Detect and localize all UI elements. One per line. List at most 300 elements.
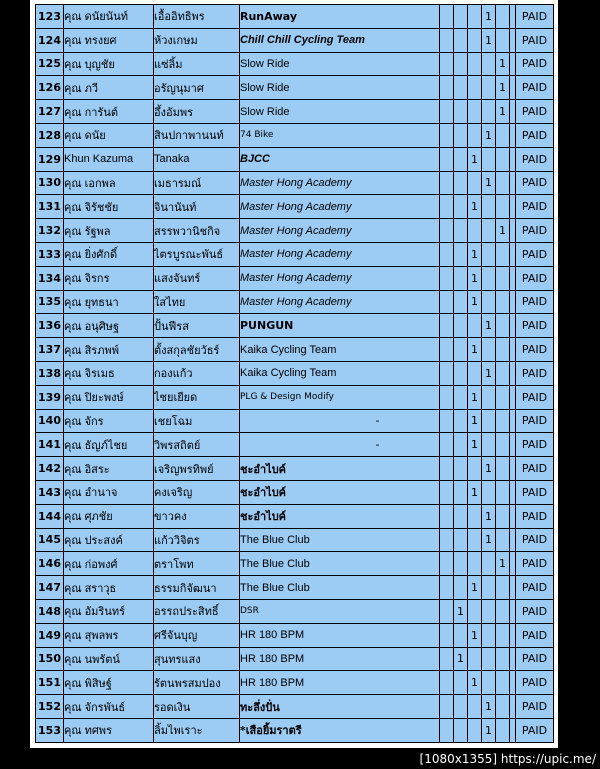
last-name: เจริญพรทิพย์ xyxy=(154,457,240,481)
first-name-cell xyxy=(64,361,154,385)
first-name-cell xyxy=(64,28,154,52)
first-name-cell xyxy=(64,290,154,314)
team-name-text: ทะลึ่งปั่น xyxy=(240,700,280,714)
last-name: ห้วงเกษม xyxy=(154,28,240,52)
payment-status: PAID xyxy=(516,147,554,171)
name-prefix: คุณ xyxy=(64,319,82,333)
table-row xyxy=(36,718,554,742)
category-cell xyxy=(454,457,468,481)
table-row xyxy=(36,528,554,552)
last-name: อึ้งอัมพร xyxy=(154,100,240,124)
row-number: 135 xyxy=(36,290,64,314)
table-row xyxy=(36,28,554,52)
category-cell xyxy=(496,623,510,647)
first-name-cell xyxy=(64,528,154,552)
team-name xyxy=(240,671,440,695)
category-cell xyxy=(440,195,454,219)
team-name xyxy=(240,528,440,552)
row-number: 134 xyxy=(36,266,64,290)
team-name xyxy=(240,718,440,742)
category-cell: 1 xyxy=(496,76,510,100)
team-name xyxy=(240,123,440,147)
name-prefix: คุณ xyxy=(64,248,82,262)
category-cell xyxy=(440,290,454,314)
name-prefix: คุณ xyxy=(64,129,82,143)
category-cell: 1 xyxy=(468,409,482,433)
category-cell xyxy=(440,647,454,671)
name-prefix: คุณ xyxy=(64,105,82,119)
category-cell xyxy=(440,361,454,385)
table-row xyxy=(36,695,554,719)
category-cell xyxy=(440,385,454,409)
category-cell xyxy=(440,171,454,195)
category-cell xyxy=(440,599,454,623)
category-cell xyxy=(496,480,510,504)
category-cell xyxy=(482,195,496,219)
category-cell xyxy=(482,290,496,314)
last-name: เมธารมณ์ xyxy=(154,171,240,195)
team-name xyxy=(240,361,440,385)
name-prefix: คุณ xyxy=(64,557,82,571)
payment-status: PAID xyxy=(516,623,554,647)
first-name-cell xyxy=(64,599,154,623)
category-cell: 1 xyxy=(496,552,510,576)
category-cell xyxy=(482,552,496,576)
category-cell xyxy=(440,409,454,433)
category-cell xyxy=(440,5,454,29)
category-cell: 1 xyxy=(482,314,496,338)
first-name-cell xyxy=(64,219,154,243)
payment-status: PAID xyxy=(516,266,554,290)
first-name: ภวี xyxy=(84,81,99,95)
table-row xyxy=(36,576,554,600)
first-name: จักรพันธ์ xyxy=(84,700,126,714)
first-name: อัมรินทร์ xyxy=(84,605,126,619)
last-name: ปั้นฟีรส xyxy=(154,314,240,338)
category-cell xyxy=(468,552,482,576)
category-cell xyxy=(440,695,454,719)
first-name-cell xyxy=(64,576,154,600)
category-cell xyxy=(454,290,468,314)
category-cell xyxy=(496,171,510,195)
last-name: อรัญนุมาศ xyxy=(154,76,240,100)
category-cell xyxy=(440,457,454,481)
name-prefix: คุณ xyxy=(64,10,82,24)
category-cell xyxy=(496,576,510,600)
first-name-cell xyxy=(64,242,154,266)
category-cell: 1 xyxy=(468,195,482,219)
category-cell xyxy=(454,5,468,29)
category-cell: 1 xyxy=(468,480,482,504)
first-name: สุพลพร xyxy=(84,629,119,643)
first-name: ดนัย xyxy=(84,129,106,143)
category-cell xyxy=(482,100,496,124)
last-name: ขาวคง xyxy=(154,504,240,528)
name-prefix: คุณ xyxy=(64,272,82,286)
category-cell: 1 xyxy=(468,576,482,600)
row-number: 136 xyxy=(36,314,64,338)
row-number: 139 xyxy=(36,385,64,409)
category-cell xyxy=(454,147,468,171)
name-prefix: คุณ xyxy=(64,200,82,214)
category-cell xyxy=(496,409,510,433)
category-cell: 1 xyxy=(482,718,496,742)
name-prefix: คุณ xyxy=(64,629,82,643)
category-cell xyxy=(482,52,496,76)
category-cell xyxy=(454,242,468,266)
row-number: 141 xyxy=(36,433,64,457)
category-cell xyxy=(496,433,510,457)
category-cell xyxy=(454,718,468,742)
category-cell xyxy=(440,552,454,576)
category-cell xyxy=(482,385,496,409)
category-cell xyxy=(440,147,454,171)
first-name: ทศพร xyxy=(84,724,112,738)
name-prefix: คุณ xyxy=(64,724,82,738)
category-cell xyxy=(454,504,468,528)
category-cell xyxy=(482,480,496,504)
name-prefix: คุณ xyxy=(64,176,82,190)
team-name-text: Master Hong Academy xyxy=(240,200,352,213)
name-prefix: คุณ xyxy=(64,391,82,405)
team-name-text: Master Hong Academy xyxy=(240,176,352,189)
category-cell xyxy=(496,195,510,219)
table-row xyxy=(36,76,554,100)
category-cell xyxy=(482,576,496,600)
category-cell: 1 xyxy=(482,123,496,147)
first-name: อิสระ xyxy=(84,462,110,476)
category-cell xyxy=(482,242,496,266)
category-cell xyxy=(454,171,468,195)
team-name-text: BJCC xyxy=(240,153,270,166)
name-prefix: คุณ xyxy=(64,652,82,666)
last-name: ตราโพท xyxy=(154,552,240,576)
category-cell xyxy=(440,718,454,742)
last-name: ลิ้มไพเราะ xyxy=(154,718,240,742)
category-cell xyxy=(454,623,468,647)
payment-status: PAID xyxy=(516,52,554,76)
category-cell xyxy=(496,457,510,481)
first-name-cell xyxy=(64,5,154,29)
last-name: คงเจริญ xyxy=(154,480,240,504)
category-cell xyxy=(468,314,482,338)
last-name: วิพรสถิตย์ xyxy=(154,433,240,457)
category-cell xyxy=(482,409,496,433)
first-name-cell xyxy=(64,52,154,76)
registration-sheet xyxy=(30,0,558,748)
name-prefix: คุณ xyxy=(64,486,82,500)
category-cell xyxy=(440,100,454,124)
team-name-text: ชะอำไบค์ xyxy=(240,510,287,524)
team-name xyxy=(240,695,440,719)
team-name xyxy=(240,385,440,409)
first-name: ก่อพงศ์ xyxy=(84,557,118,571)
category-cell xyxy=(496,290,510,314)
category-cell xyxy=(440,338,454,362)
first-name: Khun Kazuma xyxy=(64,153,134,166)
payment-status: PAID xyxy=(516,338,554,362)
team-name xyxy=(240,242,440,266)
last-name: แซ่ลิ้ม xyxy=(154,52,240,76)
payment-status: PAID xyxy=(516,314,554,338)
category-cell xyxy=(482,647,496,671)
team-name-text: - xyxy=(375,414,380,428)
category-cell xyxy=(468,528,482,552)
category-cell xyxy=(440,242,454,266)
first-name: สิรภพพ์ xyxy=(84,343,119,357)
row-number: 149 xyxy=(36,623,64,647)
payment-status: PAID xyxy=(516,528,554,552)
category-cell xyxy=(454,76,468,100)
name-prefix: คุณ xyxy=(64,533,82,547)
category-cell xyxy=(468,100,482,124)
category-cell xyxy=(454,409,468,433)
name-prefix: คุณ xyxy=(64,414,82,428)
category-cell xyxy=(440,314,454,338)
payment-status: PAID xyxy=(516,5,554,29)
payment-status: PAID xyxy=(516,76,554,100)
row-number: 153 xyxy=(36,718,64,742)
payment-status: PAID xyxy=(516,123,554,147)
name-prefix: คุณ xyxy=(64,295,82,309)
category-cell xyxy=(454,266,468,290)
payment-status: PAID xyxy=(516,647,554,671)
payment-status: PAID xyxy=(516,599,554,623)
table-row xyxy=(36,647,554,671)
row-number: 126 xyxy=(36,76,64,100)
team-name xyxy=(240,480,440,504)
payment-status: PAID xyxy=(516,171,554,195)
team-name-text: PLG & Design Modify xyxy=(240,392,334,403)
category-cell xyxy=(496,266,510,290)
team-name-text: HR 180 BPM xyxy=(240,652,305,665)
category-cell xyxy=(482,219,496,243)
name-prefix: คุณ xyxy=(64,367,82,381)
row-number: 147 xyxy=(36,576,64,600)
team-name-text: The Blue Club xyxy=(240,581,310,594)
team-name xyxy=(240,647,440,671)
category-cell xyxy=(468,647,482,671)
category-cell xyxy=(496,671,510,695)
table-row xyxy=(36,219,554,243)
first-name: อำนาจ xyxy=(84,486,118,500)
first-name-cell xyxy=(64,338,154,362)
last-name: สินปกาพานนท์ xyxy=(154,123,240,147)
payment-status: PAID xyxy=(516,552,554,576)
category-cell xyxy=(454,385,468,409)
table-row xyxy=(36,338,554,362)
team-name-text: Master Hong Academy xyxy=(240,295,352,308)
category-cell xyxy=(482,599,496,623)
first-name: จักร xyxy=(84,414,104,428)
payment-status: PAID xyxy=(516,385,554,409)
category-cell xyxy=(482,338,496,362)
table-row xyxy=(36,195,554,219)
table-row xyxy=(36,147,554,171)
table-row xyxy=(36,457,554,481)
team-name xyxy=(240,5,440,29)
row-number: 144 xyxy=(36,504,64,528)
team-name xyxy=(240,219,440,243)
category-cell: 1 xyxy=(482,528,496,552)
first-name-cell xyxy=(64,385,154,409)
image-size-url-footer: [1080x1355] https://upic.me/ xyxy=(419,752,596,766)
category-cell xyxy=(468,219,482,243)
category-cell xyxy=(454,528,468,552)
first-name: บุญชัย xyxy=(84,57,115,71)
first-name-cell xyxy=(64,123,154,147)
first-name-cell xyxy=(64,409,154,433)
category-cell xyxy=(454,361,468,385)
row-number: 128 xyxy=(36,123,64,147)
team-name xyxy=(240,195,440,219)
team-name xyxy=(240,52,440,76)
team-name-text: DSR xyxy=(240,606,259,617)
payment-status: PAID xyxy=(516,242,554,266)
table-row xyxy=(36,480,554,504)
category-cell: 1 xyxy=(468,623,482,647)
last-name: แก้ววิจิตร xyxy=(154,528,240,552)
first-name: สราวุธ xyxy=(84,581,117,595)
payment-status: PAID xyxy=(516,195,554,219)
category-cell xyxy=(496,123,510,147)
team-name-text: ชะอำไบค์ xyxy=(240,486,287,500)
category-cell xyxy=(454,695,468,719)
payment-status: PAID xyxy=(516,290,554,314)
name-prefix: คุณ xyxy=(64,700,82,714)
row-number: 138 xyxy=(36,361,64,385)
payment-status: PAID xyxy=(516,219,554,243)
first-name-cell xyxy=(64,266,154,290)
row-number: 133 xyxy=(36,242,64,266)
last-name: ธรรมกิจัฒนา xyxy=(154,576,240,600)
category-cell: 1 xyxy=(454,599,468,623)
row-number: 125 xyxy=(36,52,64,76)
category-cell xyxy=(440,123,454,147)
table-row xyxy=(36,433,554,457)
name-prefix: คุณ xyxy=(64,462,82,476)
last-name: สรรพวานิชกิจ xyxy=(154,219,240,243)
category-cell xyxy=(468,171,482,195)
team-name-text: The Blue Club xyxy=(240,557,310,570)
category-cell xyxy=(468,457,482,481)
first-name-cell xyxy=(64,195,154,219)
category-cell: 1 xyxy=(482,361,496,385)
row-number: 145 xyxy=(36,528,64,552)
category-cell: 1 xyxy=(496,100,510,124)
row-number: 123 xyxy=(36,5,64,29)
category-cell xyxy=(440,76,454,100)
category-cell: 1 xyxy=(468,242,482,266)
row-number: 152 xyxy=(36,695,64,719)
first-name: ปิยะพงษ์ xyxy=(84,391,124,405)
team-name xyxy=(240,623,440,647)
row-number: 132 xyxy=(36,219,64,243)
table-row xyxy=(36,671,554,695)
category-cell: 1 xyxy=(482,5,496,29)
category-cell: 1 xyxy=(468,266,482,290)
name-prefix: คุณ xyxy=(64,224,82,238)
category-cell xyxy=(482,433,496,457)
category-cell xyxy=(454,100,468,124)
team-name-text: PUNGUN xyxy=(240,319,294,333)
name-prefix: คุณ xyxy=(64,81,82,95)
table-row xyxy=(36,52,554,76)
category-cell xyxy=(496,28,510,52)
first-name-cell xyxy=(64,314,154,338)
first-name: นพรัตน์ xyxy=(84,652,120,666)
category-cell xyxy=(454,433,468,457)
payment-status: PAID xyxy=(516,504,554,528)
category-cell xyxy=(440,528,454,552)
table-row xyxy=(36,100,554,124)
team-name xyxy=(240,266,440,290)
category-cell xyxy=(496,504,510,528)
team-name xyxy=(240,457,440,481)
table-row xyxy=(36,552,554,576)
table-row xyxy=(36,623,554,647)
category-cell xyxy=(468,718,482,742)
category-cell xyxy=(468,361,482,385)
category-cell xyxy=(440,52,454,76)
team-name-text: Master Hong Academy xyxy=(240,248,352,261)
row-number: 142 xyxy=(36,457,64,481)
team-name xyxy=(240,504,440,528)
category-cell xyxy=(496,528,510,552)
payment-status: PAID xyxy=(516,433,554,457)
category-cell xyxy=(454,314,468,338)
team-name xyxy=(240,290,440,314)
last-name: แสงจันทร์ xyxy=(154,266,240,290)
first-name: ประสงค์ xyxy=(84,533,123,547)
row-number: 124 xyxy=(36,28,64,52)
team-name xyxy=(240,76,440,100)
team-name-text: Slow Ride xyxy=(240,57,290,70)
category-cell: 1 xyxy=(468,385,482,409)
first-name: จิรัชชัย xyxy=(84,200,119,214)
category-cell xyxy=(454,671,468,695)
row-number: 151 xyxy=(36,671,64,695)
last-name: ใสไทย xyxy=(154,290,240,314)
row-number: 148 xyxy=(36,599,64,623)
category-cell xyxy=(482,623,496,647)
category-cell xyxy=(482,76,496,100)
row-number: 140 xyxy=(36,409,64,433)
team-name-text: *เสือยิ้มราตรี xyxy=(240,724,302,738)
row-number: 127 xyxy=(36,100,64,124)
table-row xyxy=(36,5,554,29)
category-cell xyxy=(496,361,510,385)
table-row xyxy=(36,266,554,290)
category-cell: 1 xyxy=(468,147,482,171)
first-name: อนุศิษฐ xyxy=(84,319,120,333)
team-name-text: HR 180 BPM xyxy=(240,629,305,642)
payment-status: PAID xyxy=(516,361,554,385)
category-cell xyxy=(440,576,454,600)
category-cell xyxy=(454,123,468,147)
category-cell xyxy=(440,266,454,290)
registration-table xyxy=(35,4,554,743)
last-name: รอดเงิน xyxy=(154,695,240,719)
category-cell xyxy=(468,76,482,100)
category-cell xyxy=(440,671,454,695)
name-prefix: คุณ xyxy=(64,676,82,690)
category-cell xyxy=(440,28,454,52)
payment-status: PAID xyxy=(516,100,554,124)
team-name xyxy=(240,171,440,195)
name-prefix: คุณ xyxy=(64,438,82,452)
payment-status: PAID xyxy=(516,695,554,719)
